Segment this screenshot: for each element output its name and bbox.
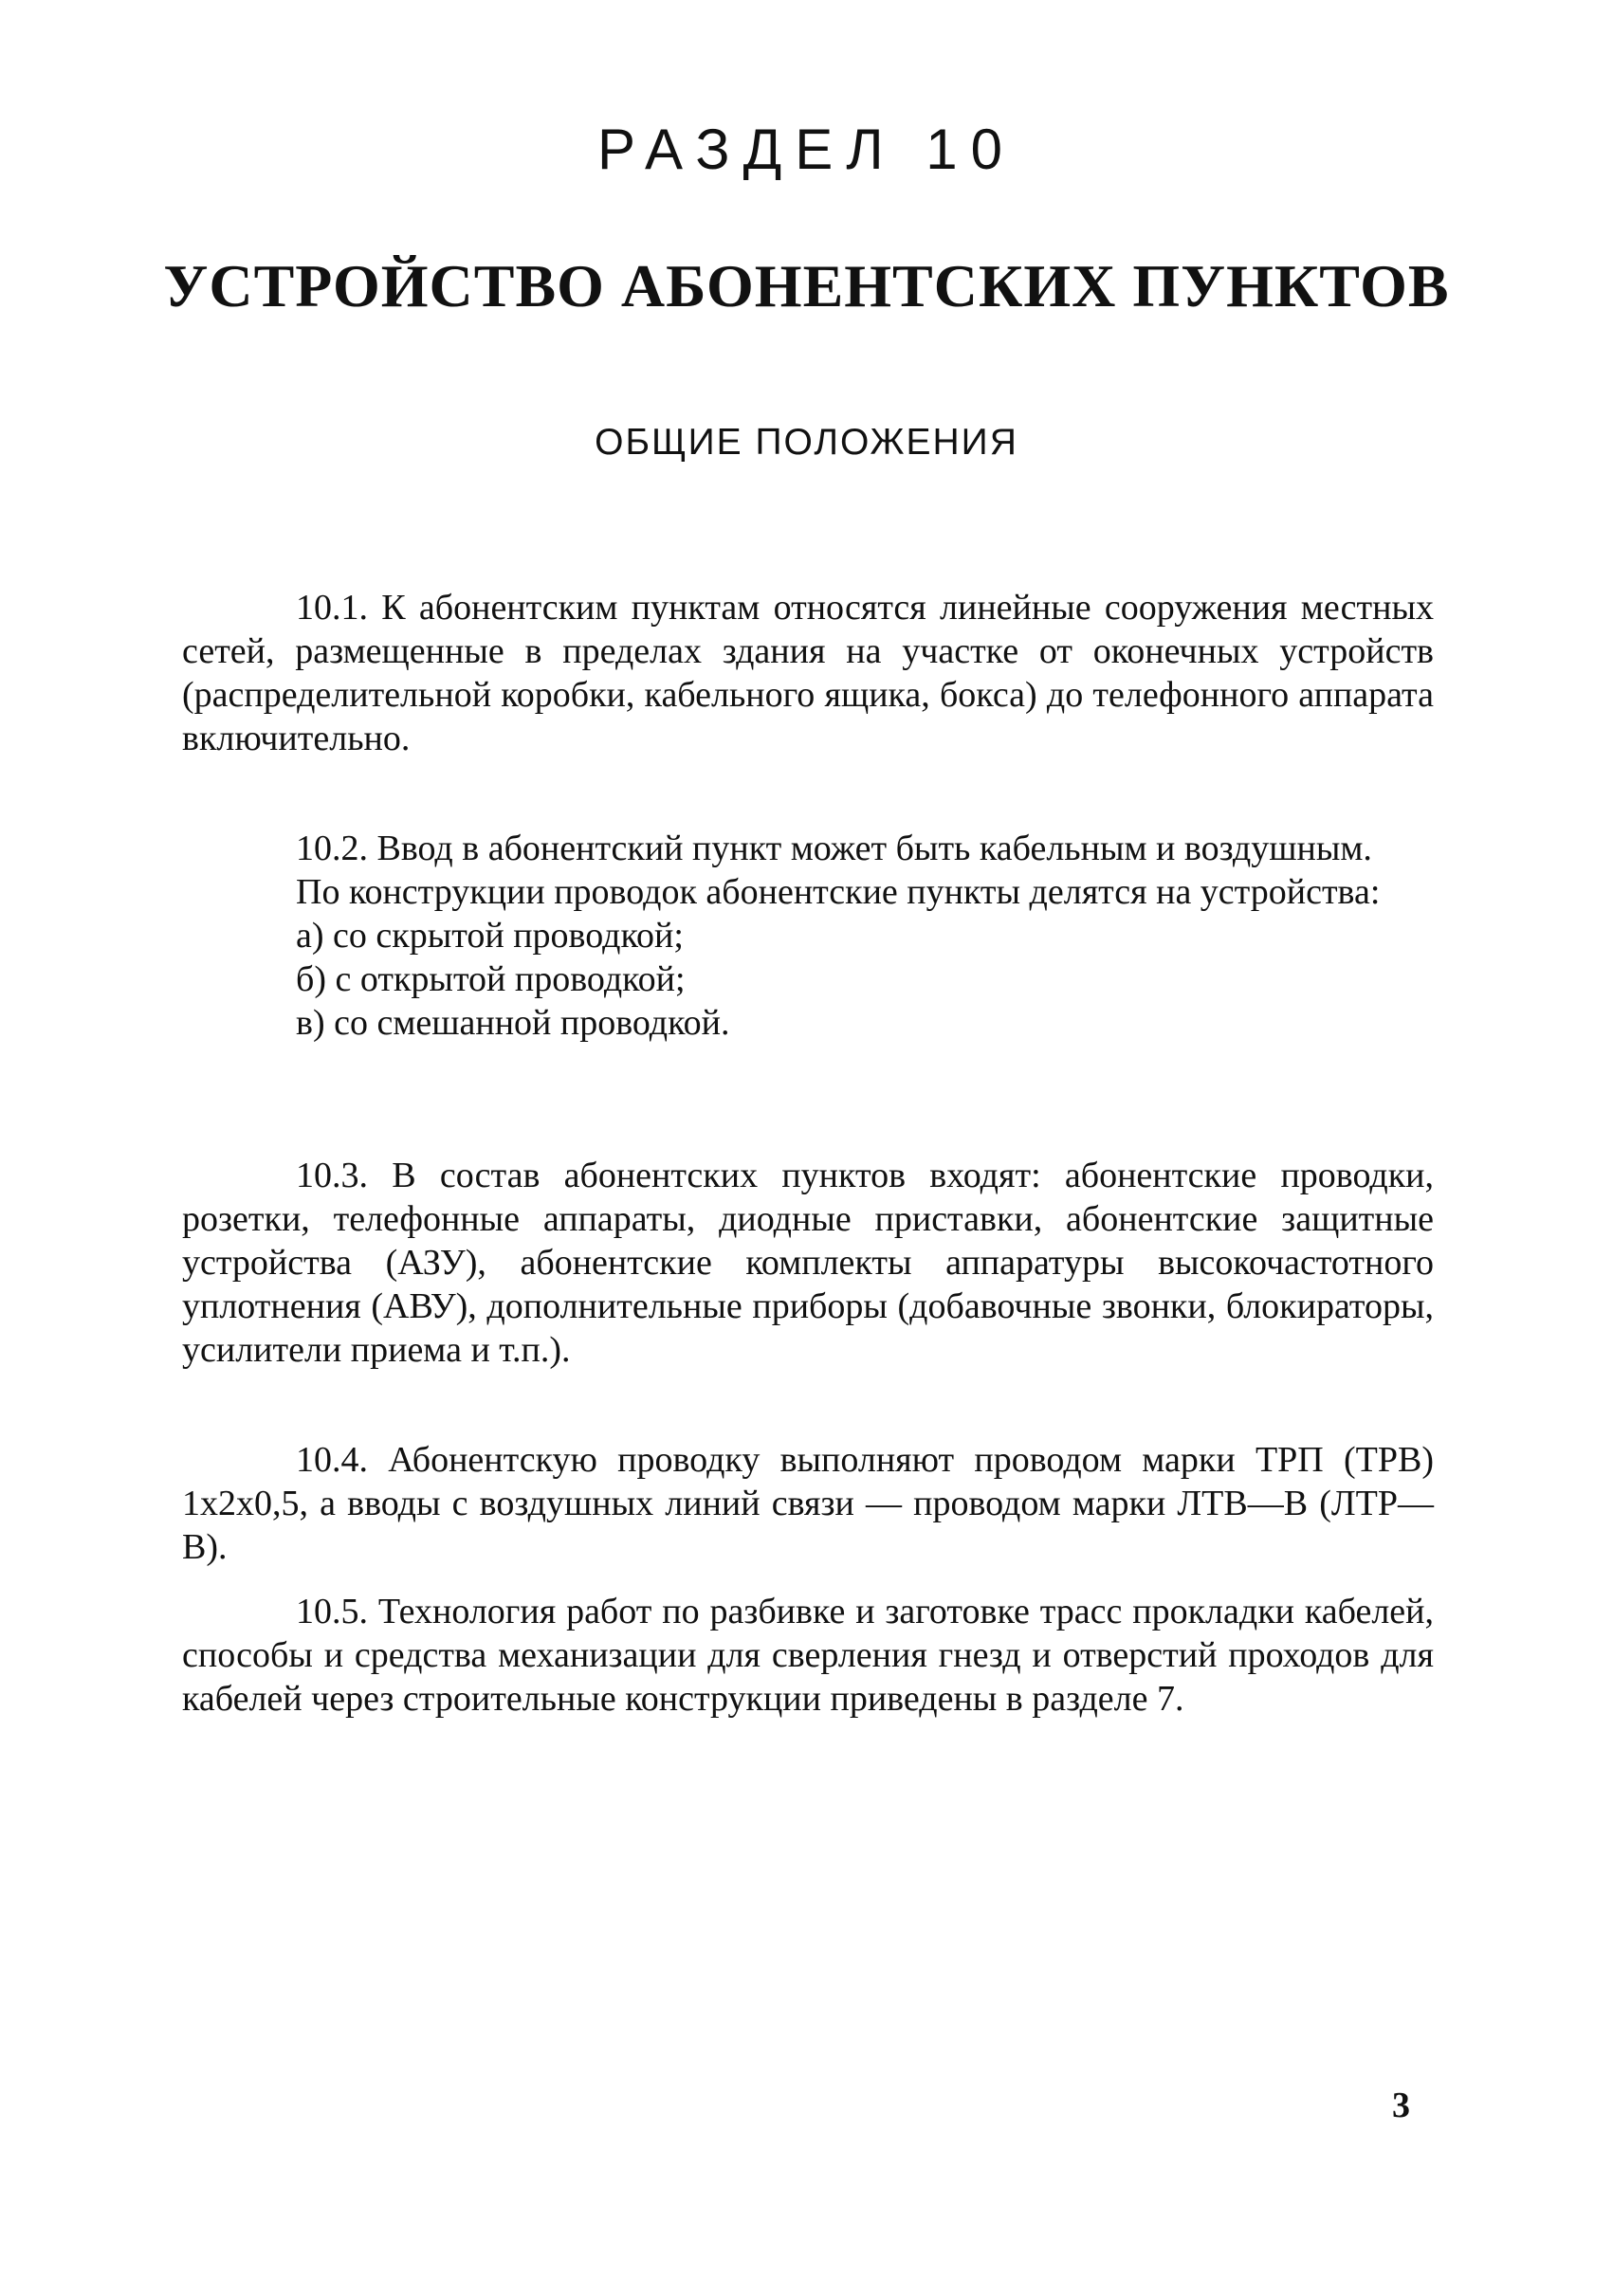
- list-item: в) со смешанной проводкой.: [296, 1003, 730, 1043]
- paragraph-10-1-block: [182, 586, 1434, 760]
- section-subtitle: ОБЩИЕ ПОЛОЖЕНИЯ: [595, 422, 1018, 463]
- page-number: 3: [1392, 2086, 1410, 2125]
- paragraph-10-4: 10.4. Абонентскую проводку выполняют проводом марки ТРП (ТРВ) 1х2х0,5, а вводы с воздушных линий связи — проводом марки ЛТВ—В (ЛТР—В).: [182, 1440, 1434, 1567]
- list-item: б) с открытой проводкой;: [296, 959, 686, 999]
- paragraph-10-1: 10.1. К абонентским пунктам относятся линейные сооружения местных сетей, размещенные в пределах здания на участке от оконечных устройств (распределительной коробки, кабельного ящика, бокса) до телефонного аппарата включительно.: [182, 588, 1434, 758]
- paragraph-10-4-block: [182, 1438, 1434, 1569]
- paragraph-10-3: 10.3. В состав абонентских пунктов входят: абонентские проводки, розетки, телефонные аппараты, диодные приставки, абонентские защитные устройства (АЗУ), абонентские комплекты аппаратуры высокочастотного уплотнения (АВУ), дополнительные приборы (добавочные звонки, блокираторы, усилители приема и т.п.).: [182, 1156, 1434, 1370]
- page-title: УСТРОЙСТВО АБОНЕНТСКИХ ПУНКТОВ: [163, 252, 1450, 319]
- paragraph-10-2-continuation: По конструкции проводок абонентские пункты делятся на устройства:: [296, 872, 1381, 912]
- paragraph-10-2-block: [182, 827, 1434, 1045]
- paragraph-10-5: 10.5. Технология работ по разбивке и заготовке трасс прокладки кабелей, способы и средства механизации для сверления гнезд и отверстий проходов для кабелей через строительные конструкции приведены в разделе 7.: [182, 1592, 1434, 1719]
- paragraph-10-2: 10.2. Ввод в абонентский пункт может быть кабельным и воздушным.: [296, 829, 1372, 868]
- paragraph-10-5-block: [182, 1590, 1434, 1721]
- list-item: а) со скрытой проводкой;: [296, 916, 684, 956]
- paragraph-10-3-block: [182, 1154, 1434, 1372]
- section-label: РАЗДЕЛ 10: [596, 118, 1017, 181]
